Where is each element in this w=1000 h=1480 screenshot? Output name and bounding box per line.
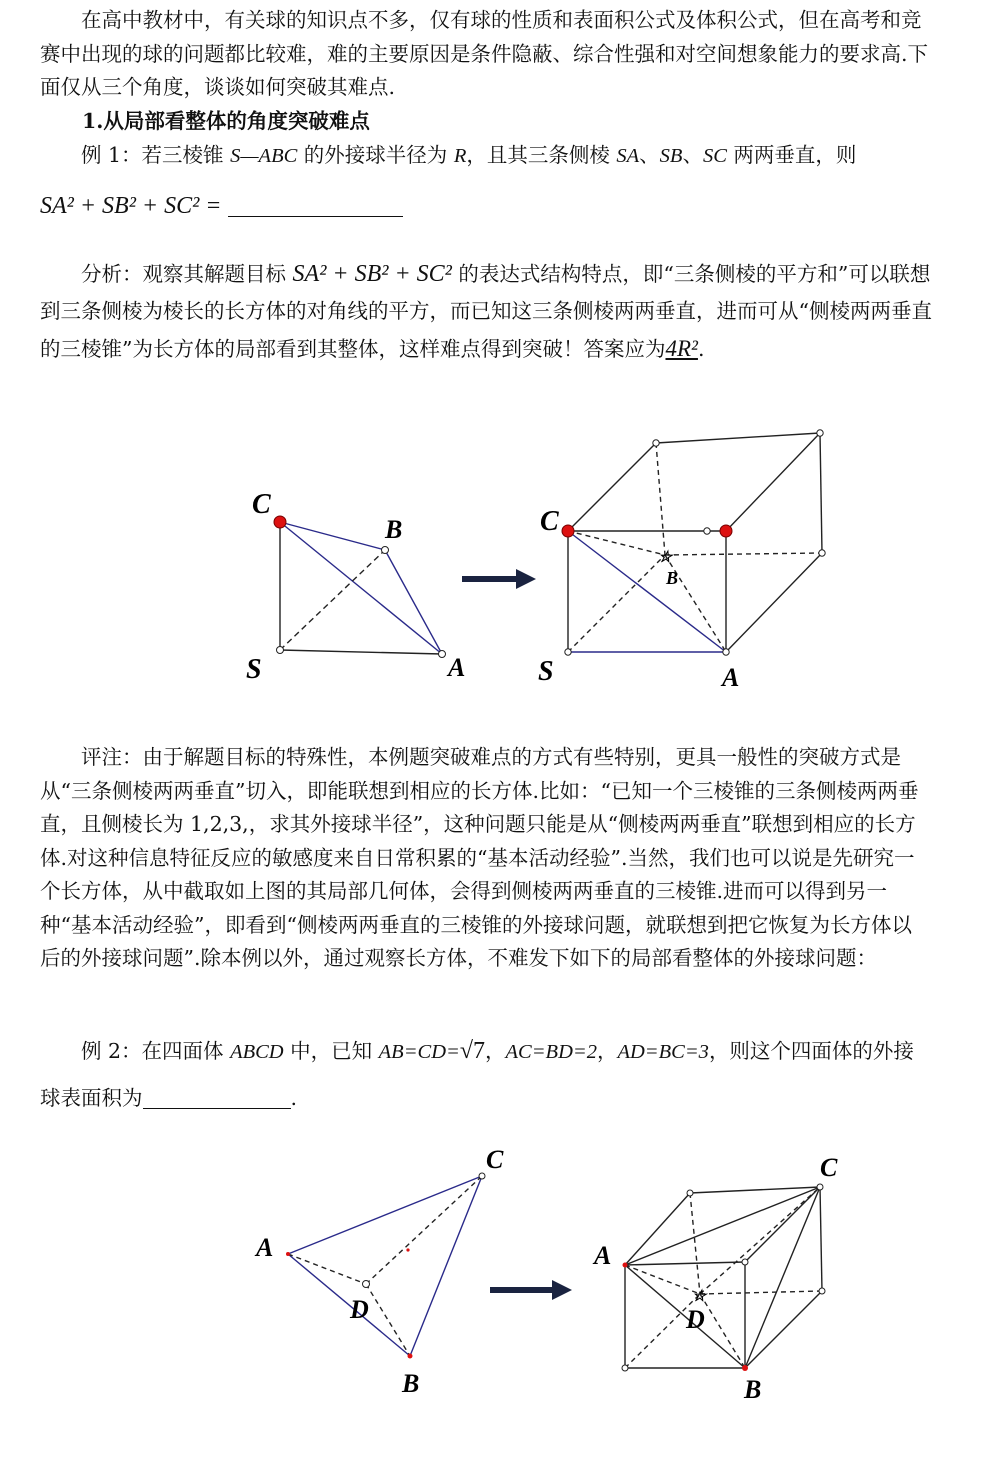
fig1-right-point-v1 bbox=[653, 440, 659, 446]
ex2-condition-2: AC=BD=2 bbox=[505, 1041, 597, 1063]
ex1-formula: SA² + SB² + SC² = bbox=[40, 193, 222, 219]
fig2-right-point-v3 bbox=[819, 1288, 825, 1294]
ex1-text-3: ，且其三条侧棱 bbox=[466, 143, 617, 167]
ex1-text-4: 两两垂直，则 bbox=[726, 143, 857, 167]
fig1-left-tetrahedron bbox=[280, 522, 442, 654]
fig1-right-label-c: C bbox=[540, 506, 559, 537]
ex2-answer-blank bbox=[143, 1086, 291, 1109]
ex2-condition-1: AB=CD= bbox=[378, 1041, 460, 1063]
fig2-left-point-d bbox=[363, 1281, 370, 1288]
ex1-edge-sc: SC bbox=[702, 145, 727, 167]
analysis-formula: SA² + SB² + SC² bbox=[292, 261, 452, 287]
ex2-text-1: 例 2：在四面体 bbox=[81, 1039, 231, 1063]
fig1-left-label-s: S bbox=[246, 654, 262, 685]
ex2-text-3: ， bbox=[485, 1039, 506, 1063]
analysis-answer: 4R² bbox=[665, 336, 698, 361]
ex2-condition-3: AD=BC=3 bbox=[617, 1041, 709, 1063]
fig1-left-label-c: C bbox=[252, 489, 271, 520]
ex1-pyramid: S—ABC bbox=[230, 145, 298, 167]
fig1-right-point-top bbox=[720, 525, 732, 537]
section-heading: 1.从局部看整体的角度突破难点 bbox=[82, 109, 370, 133]
ex2-sqrt: √7 bbox=[459, 1038, 486, 1064]
example-2 bbox=[40, 1028, 932, 1121]
fig2-left-label-d: D bbox=[350, 1295, 369, 1324]
ex1-text-2: 的外接球半径为 bbox=[297, 143, 454, 167]
fig2-right-label-a: A bbox=[594, 1241, 612, 1270]
ex1-answer-blank bbox=[228, 194, 403, 217]
fig2-left-point-a bbox=[286, 1252, 290, 1256]
ex1-radius: R bbox=[453, 145, 467, 167]
ex1-text-1: 例 1：若三棱锥 bbox=[81, 143, 231, 167]
ex1-formula-line bbox=[40, 190, 932, 224]
fig1-right-point-v2 bbox=[817, 430, 823, 436]
ex2-end: . bbox=[290, 1086, 298, 1110]
fig1-right-point-s bbox=[565, 649, 571, 655]
fig2-left-point-b bbox=[408, 1354, 413, 1359]
ex2-text-2: 中，已知 bbox=[283, 1039, 379, 1063]
ex1-sep-1: 、 bbox=[639, 143, 660, 167]
fig1-right-label-s: S bbox=[538, 656, 554, 687]
fig2-right-point-a bbox=[623, 1263, 628, 1268]
fig2-right-point-v2 bbox=[742, 1259, 748, 1265]
fig2-left-point-c bbox=[479, 1173, 485, 1179]
fig2-right-point-c bbox=[817, 1184, 823, 1190]
fig2-left-tetrahedron bbox=[288, 1176, 482, 1356]
fig2-right-box bbox=[625, 1187, 822, 1368]
figure-1 bbox=[0, 420, 1000, 720]
fig1-left-label-b: B bbox=[385, 515, 403, 544]
analysis-paragraph bbox=[40, 256, 932, 368]
comment-paragraph: 评注：由于解题目标的特殊性，本例题突破难点的方式有些特别，更具一般性的突破方式是从“三条侧棱两两垂直”切入，即能联想到相应的长方体.比如：“已知一个三棱锥的三条侧棱两两垂直，且侧棱长为 1,2,3,，求其外接球半径”，这种问题只能是从“侧棱两两垂直”联想到相应的长方体.对这种信息特征反应的敏感度来自日常积累的“基本活动经验”.当然，我们也可以说是先研究一个长方体，从中截取如上图的其局部几何体，会得到侧棱两两垂直的三棱锥.进而可以得到另一种“基本活动经验”，即看到“侧棱两两垂直的三棱锥的外接球问题，就联想到把它恢复为长方体以后的外接球问题”.除本例以外，通过观察长方体，不难发下如下的局部看整体的外接球问题： bbox=[40, 745, 919, 970]
fig2-right-star-d: ☆ bbox=[692, 1288, 707, 1305]
analysis-end: . bbox=[697, 337, 705, 361]
ex1-edge-sb: SB bbox=[659, 145, 683, 167]
figure-2 bbox=[0, 1140, 1000, 1420]
fig2-arrow bbox=[490, 1280, 572, 1300]
analysis-text-1: 分析：观察其解题目标 bbox=[81, 262, 293, 286]
fig2-right-point-v1 bbox=[687, 1190, 693, 1196]
fig1-right-box bbox=[568, 433, 822, 652]
fig1-left-label-a: A bbox=[448, 653, 466, 682]
fig1-right-star-b: ☆ bbox=[658, 549, 673, 566]
example-1 bbox=[40, 139, 932, 174]
fig1-left-point-s bbox=[277, 647, 284, 654]
fig2-right-label-b: B bbox=[744, 1375, 762, 1404]
ex2-text-5: ，则这个四面体的外接球表面积为 bbox=[40, 1039, 914, 1110]
fig1-right-point-v3 bbox=[819, 550, 825, 556]
fig2-left-point-red bbox=[406, 1248, 409, 1251]
fig2-right-label-d: D bbox=[686, 1305, 705, 1334]
fig2-right-point-b bbox=[742, 1365, 748, 1371]
fig1-right-point-a bbox=[723, 649, 729, 655]
fig2-right-point-v4 bbox=[622, 1365, 628, 1371]
fig2-right-label-c: C bbox=[820, 1153, 838, 1182]
fig1-left-point-b bbox=[382, 547, 389, 554]
fig2-left-label-c: C bbox=[486, 1145, 504, 1174]
ex1-edge-sa: SA bbox=[616, 145, 640, 167]
fig1-right-point-mid bbox=[704, 528, 710, 534]
fig1-left-point-a bbox=[439, 651, 446, 658]
analysis-text-2: 的表达式结构特点，即“三条侧棱的平方和”可以联想到三条侧棱为棱长的长方体的对角线的平方，而已知这三条侧棱两两垂直，进而可从“侧棱两两垂直的三棱锥”为长方体的局部看到其整体，这样难点得到突破！答案应为 bbox=[40, 262, 932, 361]
fig1-arrow bbox=[462, 569, 536, 589]
ex2-text-4: ， bbox=[596, 1039, 618, 1063]
fig2-left-label-a: A bbox=[256, 1233, 274, 1262]
fig1-right-label-b: B bbox=[666, 568, 679, 588]
intro-paragraph: 在高中教材中，有关球的知识点不多，仅有球的性质和表面积公式及体积公式，但在高考和竞赛中出现的球的问题都比较难，难的主要原因是条件隐蔽、综合性强和对空间想象能力的要求高.下面仅从三个角度，谈谈如何突破其难点. bbox=[40, 8, 929, 99]
ex2-tetrahedron: ABCD bbox=[230, 1041, 284, 1063]
fig1-left-point-c bbox=[274, 516, 286, 528]
ex1-sep-2: 、 bbox=[682, 143, 703, 167]
fig2-left-label-b: B bbox=[402, 1369, 420, 1398]
fig1-right-label-a: A bbox=[722, 663, 740, 692]
fig1-right-point-c bbox=[562, 525, 574, 537]
